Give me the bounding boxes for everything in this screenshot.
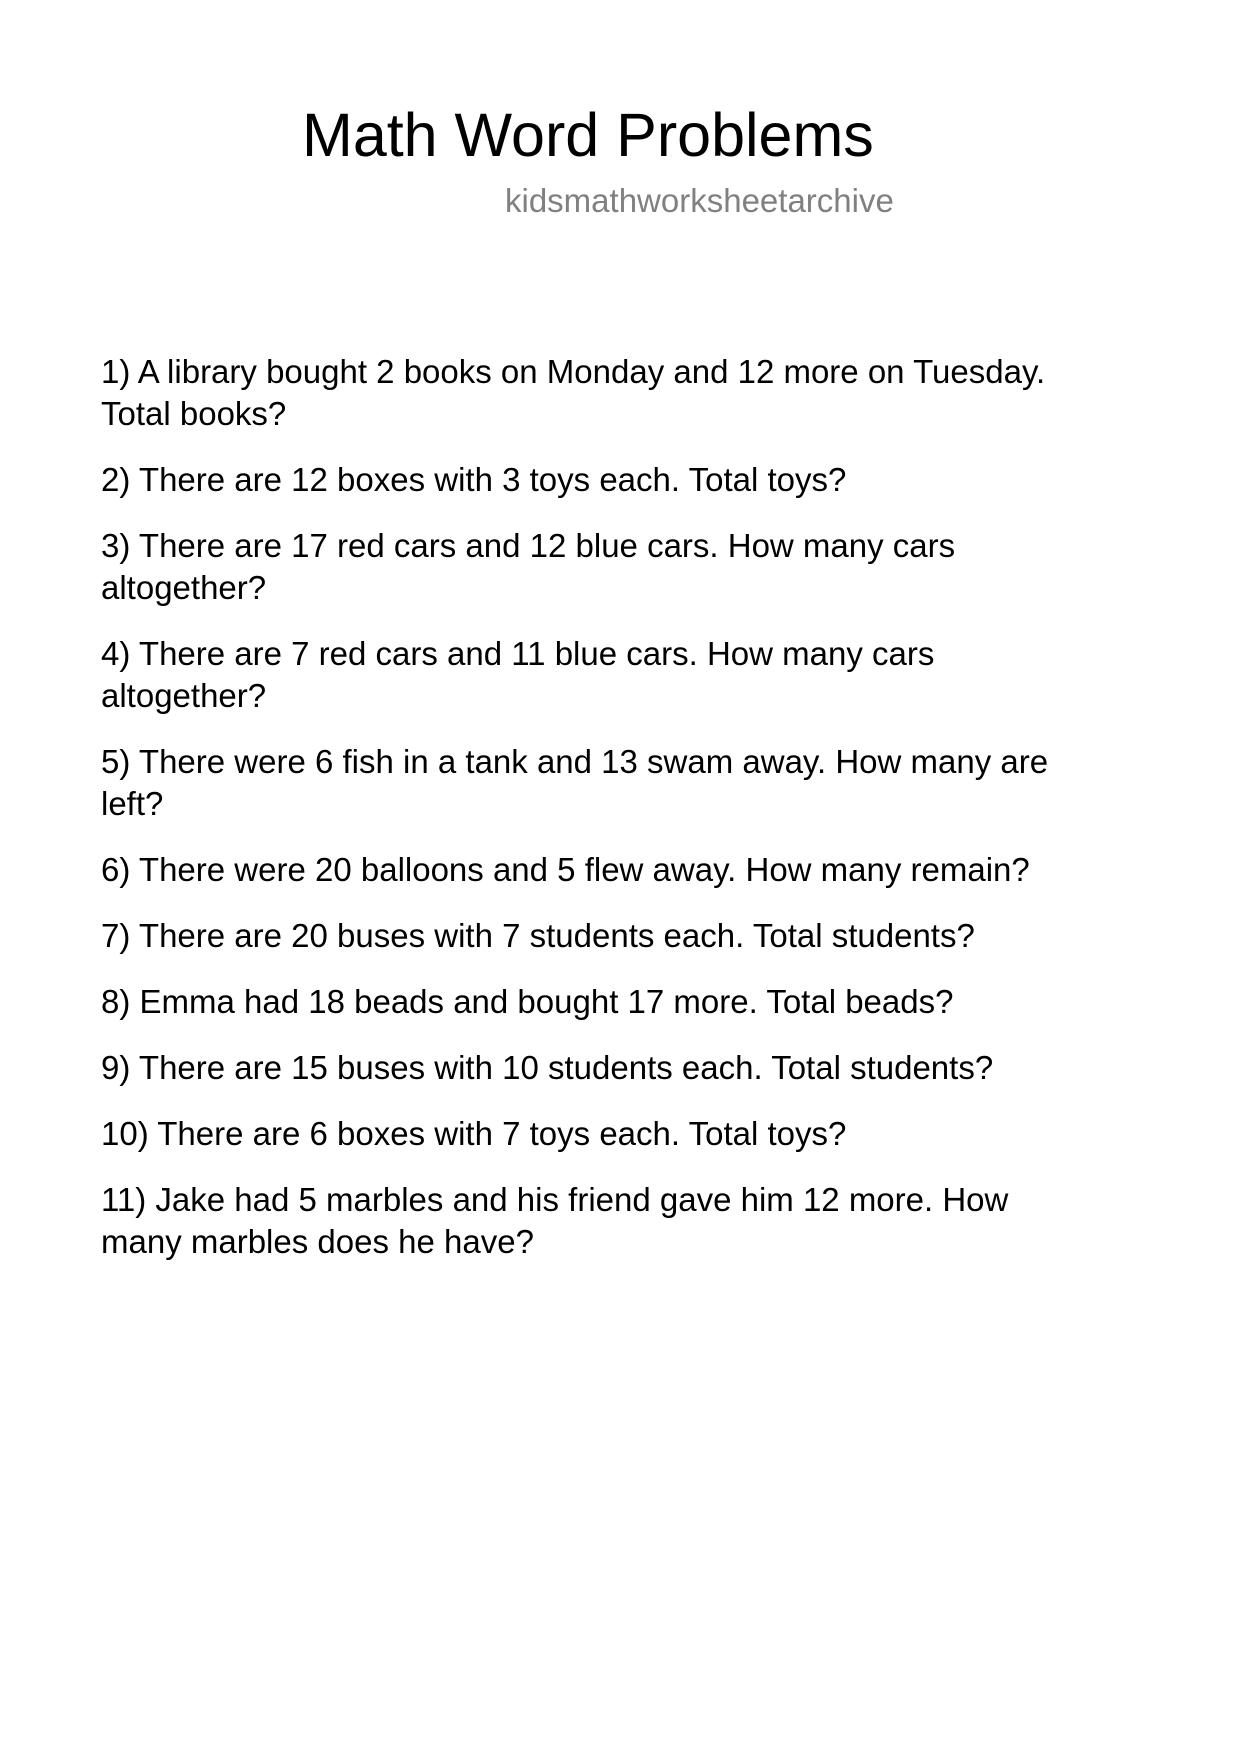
- problem-item: [101, 1179, 1221, 1263]
- problem-item: [101, 351, 1221, 435]
- problem-text-line: 8) Emma had 18 beads and bought 17 more. Total beads?: [101, 983, 954, 1020]
- problem-text-line: 2) There are 12 boxes with 3 toys each. Total toys?: [101, 461, 847, 498]
- problem-item: [101, 915, 1221, 957]
- problem-item: [101, 1047, 1221, 1089]
- problem-item: [101, 459, 1221, 501]
- problem-text-line: 7) There are 20 buses with 7 students each. Total students?: [101, 917, 975, 954]
- problem-text-line: 10) There are 6 boxes with 7 toys each. Total toys?: [101, 1115, 847, 1152]
- problem-text-line: altogether?: [101, 569, 267, 606]
- problem-item: [101, 981, 1221, 1023]
- problem-text-line: Total books?: [101, 395, 287, 432]
- problem-text-line: 9) There are 15 buses with 10 students each. Total students?: [101, 1049, 994, 1086]
- problem-item: [101, 849, 1221, 891]
- problem-text-line: 6) There were 20 balloons and 5 flew away. How many remain?: [101, 851, 1030, 888]
- problem-item: [101, 1113, 1221, 1155]
- problem-item: [101, 525, 1221, 609]
- problem-item: [101, 633, 1221, 717]
- problem-text-line: 5) There were 6 fish in a tank and 13 swam away. How many are: [101, 743, 1049, 780]
- problem-text-line: 1) A library bought 2 books on Monday and 12 more on Tuesday.: [101, 353, 1046, 390]
- problem-text-line: 4) There are 7 red cars and 11 blue cars. How many cars: [101, 635, 935, 672]
- page-subtitle: kidsmathworksheetarchive: [505, 182, 894, 219]
- problem-text-line: left?: [101, 785, 164, 822]
- problem-text-line: many marbles does he have?: [101, 1223, 534, 1260]
- problem-text-line: altogether?: [101, 677, 267, 714]
- problem-list: [101, 351, 1221, 1287]
- problem-text-line: 11) Jake had 5 marbles and his friend gave him 12 more. How: [101, 1181, 1009, 1218]
- problem-text-line: 3) There are 17 red cars and 12 blue cars. How many cars: [101, 527, 956, 564]
- page-title: Math Word Problems: [302, 101, 874, 169]
- problem-item: [101, 741, 1221, 825]
